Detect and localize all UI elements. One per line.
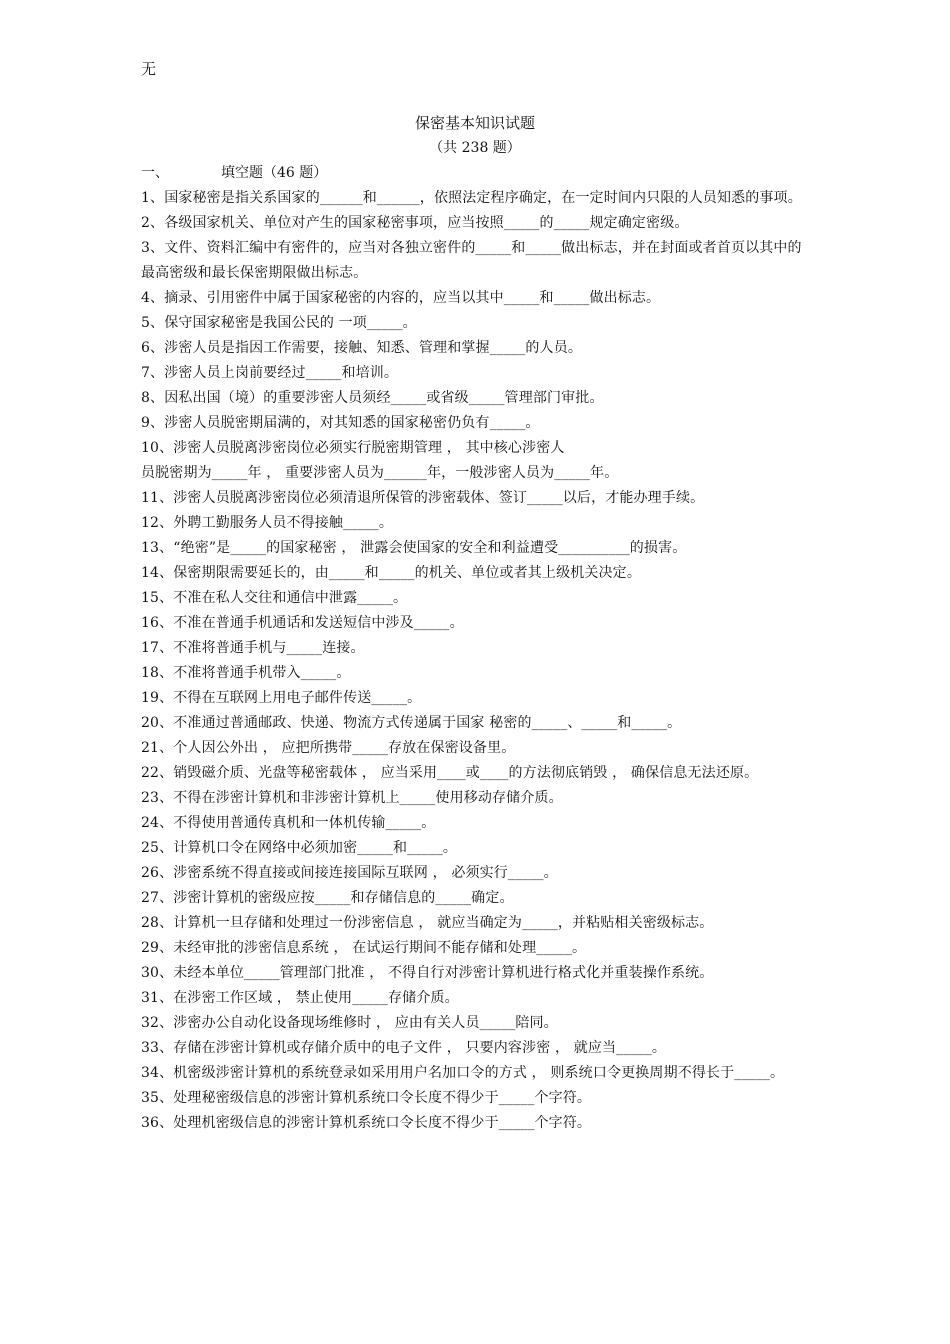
question-item: 35、处理秘密级信息的涉密计算机系统口令长度不得少于_____个字符。 — [141, 1090, 592, 1106]
question-item: 25、计算机口令在网络中必须加密_____和_____。 — [141, 840, 458, 856]
section-title: 填空题（46 题） — [221, 165, 328, 181]
question-item: 27、涉密计算机的密级应按_____和存储信息的_____确定。 — [141, 890, 514, 906]
question-item: 12、外聘工勤服务人员不得接触_____。 — [141, 515, 393, 531]
question-item: 32、涉密办公自动化设备现场维修时 ， 应由有关人员_____陪同。 — [141, 1015, 558, 1031]
question-item: 23、不得在涉密计算机和非涉密计算机上_____使用移动存储介质。 — [141, 790, 563, 806]
question-item: 5、保守国家秘密是我国公民的 一项_____。 — [141, 315, 417, 331]
question-item: 17、不准将普通手机与_____连接。 — [141, 640, 365, 656]
question-item: 33、存储在涉密计算机或存储介质中的电子文件 ， 只要内容涉密 ， 就应当_____。 — [141, 1040, 667, 1056]
question-item: 34、机密级涉密计算机的系统登录如采用用户名加口令的方式 ， 则系统口令更换周期不得长于_____。 — [141, 1065, 785, 1081]
question-list — [141, 186, 813, 1136]
section-number: 一、 — [141, 165, 169, 181]
question-item: 29、未经审批的涉密信息系统 ， 在试运行期间不能存储和处理_____。 — [141, 940, 587, 956]
question-item: 30、未经本单位_____管理部门批准 ， 不得自行对涉密计算机进行格式化并重装操作系统。 — [141, 965, 714, 981]
question-item: 21、个人因公外出 ， 应把所携带_____存放在保密设备里。 — [141, 740, 516, 756]
question-item: 9、涉密人员脱密期届满的，对其知悉的国家秘密仍负有_____。 — [141, 415, 540, 431]
question-item: 14、保密期限需要延长的，由_____和_____的机关、单位或者其上级机关决定。 — [141, 565, 641, 581]
question-item: 7、涉密人员上岗前要经过_____和培训。 — [141, 365, 399, 381]
page-subtitle: （共 238 题） — [429, 140, 521, 156]
question-item: 28、计算机一旦存储和处理过一份涉密信息 ， 就应当确定为_____，并粘贴相关密级标志。 — [141, 915, 714, 931]
question-item: 24、不得使用普通传真机和一体机传输_____。 — [141, 815, 436, 831]
question-item: 6、涉密人员是指因工作需要，接触、知悉、管理和掌握_____的人员。 — [141, 340, 583, 356]
page-title: 保密基本知识试题 — [414, 114, 535, 132]
question-item: 18、不准将普通手机带入_____。 — [141, 665, 351, 681]
question-item: 4、摘录、引用密件中属于国家秘密的内容的，应当以其中_____和_____做出标志。 — [141, 290, 661, 306]
question-item: 20、不准通过普通邮政、快递、物流方式传递属于国家 秘密的_____、_____和_____。 — [141, 715, 682, 731]
question-item: 10、涉密人员脱离涉密岗位必须实行脱密期管理 ， 其中核心涉密人 员脱密期为_____年 ， 重要涉密人员为______年，一般涉密人员为_____年。 — [141, 440, 619, 481]
question-item: 22、销毁磁介质、光盘等秘密载体 ， 应当采用____或____的方法彻底销毁 ， 确保信息无法还原。 — [141, 765, 759, 781]
question-item: 2、各级国家机关、单位对产生的国家秘密事项，应当按照_____的_____规定确定密级。 — [141, 215, 689, 231]
section-heading — [141, 162, 327, 182]
question-item: 1、国家秘密是指关系国家的______和______，依照法定程序确定，在一定时间内只限的人员知悉的事项。 — [141, 190, 802, 206]
question-item: 31、在涉密工作区域 ， 禁止使用_____存储介质。 — [141, 990, 459, 1006]
question-item: 16、不准在普通手机通话和发送短信中涉及_____。 — [141, 615, 464, 631]
question-item: 36、处理机密级信息的涉密计算机系统口令长度不得少于_____个字符。 — [141, 1115, 592, 1131]
question-item: 8、因私出国（境）的重要涉密人员须经_____或省级_____管理部门审批。 — [141, 390, 604, 406]
question-item: 11、涉密人员脱离涉密岗位必须清退所保管的涉密载体、签订_____以后，才能办理手续。 — [141, 490, 705, 506]
question-item: 15、不准在私人交往和通信中泄露_____。 — [141, 590, 408, 606]
corner-text: 无 — [141, 60, 157, 78]
question-item: 13、“绝密”是_____的国家秘密 ， 泄露会使国家的安全和利益遭受__________的损害。 — [141, 540, 687, 556]
question-item: 3、文件、资料汇编中有密件的，应当对各独立密件的_____和_____做出标志，并在封面或者首页以其中的最高密级和最长保密期限做出标志。 — [141, 240, 802, 281]
question-item: 19、不得在互联网上用电子邮件传送_____。 — [141, 690, 422, 706]
question-item: 26、涉密系统不得直接或间接连接国际互联网 ， 必须实行_____。 — [141, 865, 558, 881]
